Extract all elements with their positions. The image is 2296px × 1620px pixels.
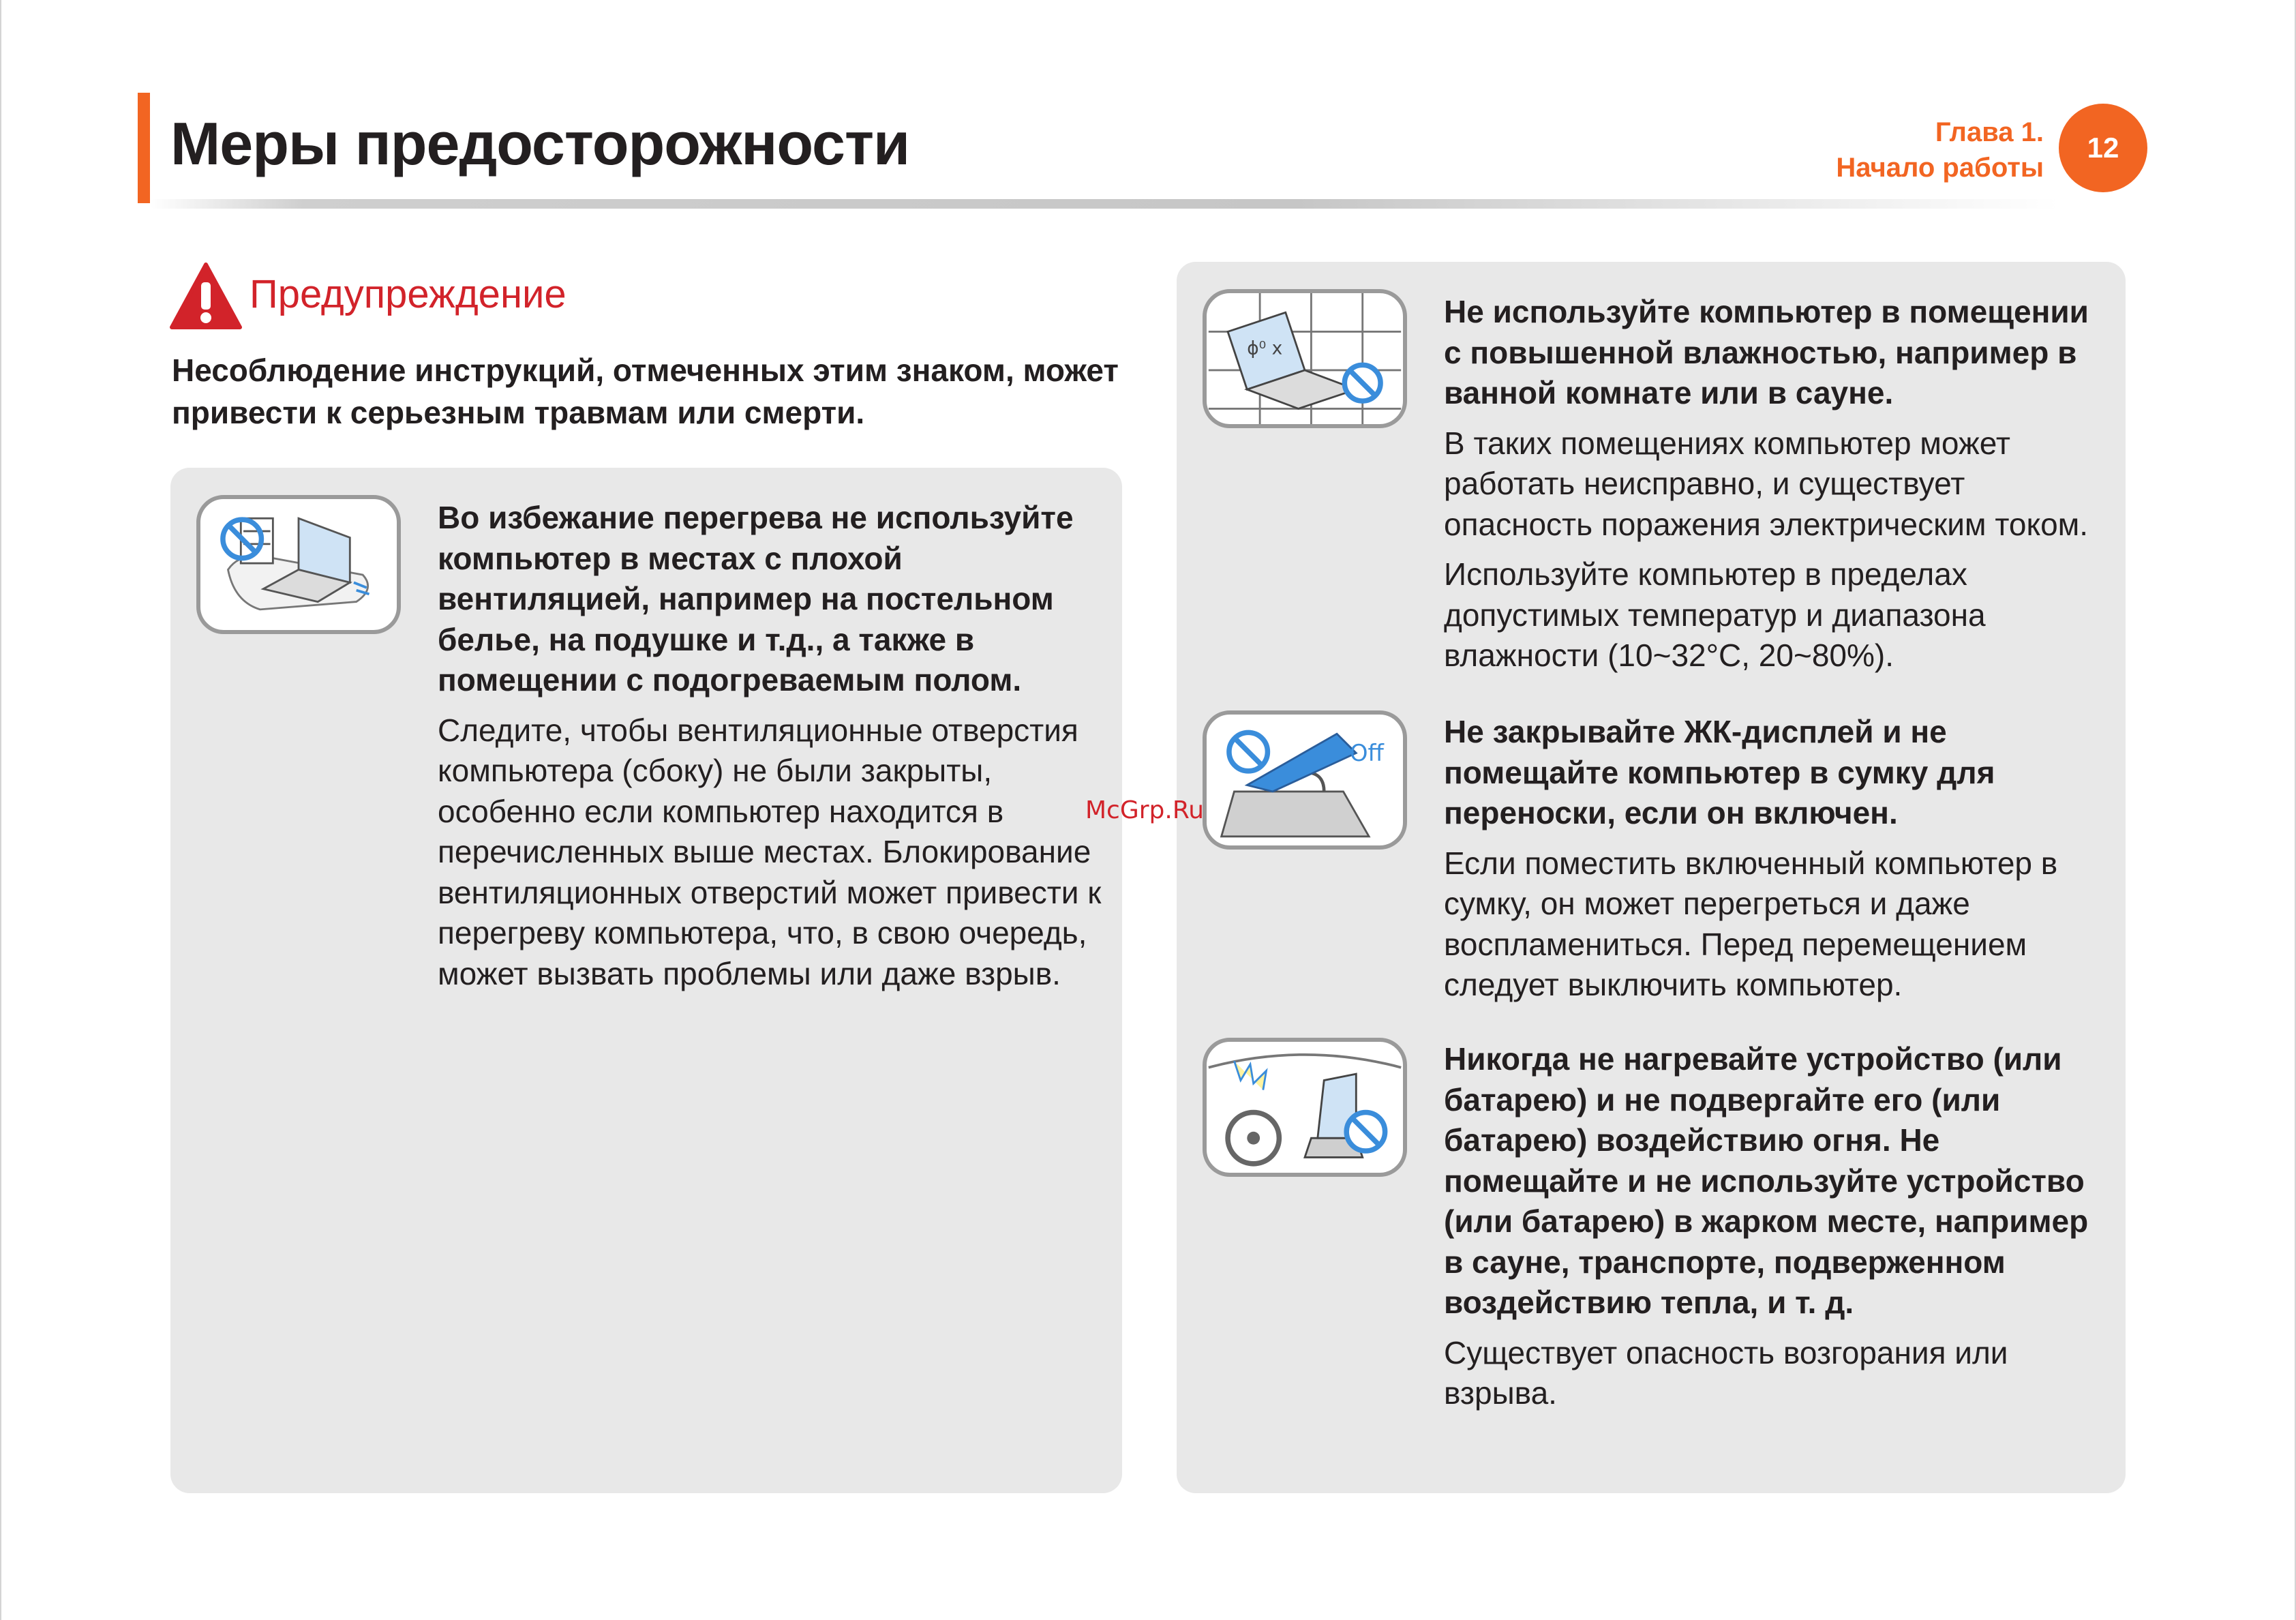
item-text: Существует опасность возгорания или взрыва. [1444,1334,2008,1411]
page-title: Меры предосторожности [170,110,910,177]
header-divider [150,199,2059,209]
item-heading: Не закрывайте ЖК-дисплей и не помещайте компьютер в сумку для переноски, если он включен. [1444,714,1995,830]
item-heading: Не используйте компьютер в помещении с повышенной влажностью, например в ванной комнате или в сауне. [1444,294,2089,410]
left-panel [170,468,1122,1493]
chapter-number: Глава 1. [1935,117,2044,147]
watermark-text: McGrp.Ru [1085,796,1205,824]
right-panel [1177,262,2126,1493]
warning-title: Предупреждение [250,272,567,316]
warning-item-bag [1444,712,2112,1006]
no-bag-while-on-icon [1203,710,1407,850]
item-text: Следите, чтобы вентиляционные отверстия компьютера (сбоку) не были закрыты, особенно если компьютер находится в перечисленных выше местах. Блокирование вентиляционных отверстий может привести к перегреву компьютера, что, в свою очередь, может вызвать проблемы или даже взрыв. [438,712,1102,991]
item-text: Если поместить включенный компьютер в сумку, он может перегреться и даже воспламениться. Перед перемещением следует выключить компьютер. [1444,845,2058,1002]
warning-item-ventilation [438,498,1106,994]
chapter-label [1836,115,2044,185]
warning-item-heat [1444,1039,2112,1414]
no-heat-car-laptop-icon [1203,1038,1407,1177]
item-text: Используйте компьютер в пределах допустимых температур и диапазона влажности (10~32°C, 20~80%). [1444,556,1986,673]
page-number-badge: 12 [2059,104,2147,192]
no-soft-surface-laptop-icon [196,495,401,634]
item-text: В таких помещениях компьютер может работать неисправно, и существует опасность поражения электрическим током. [1444,425,2089,542]
no-humid-room-laptop-icon [1203,289,1407,428]
page-edge-left [0,0,1,1620]
svg-text:Off: Off [1349,739,1384,766]
item-heading: Никогда не нагревайте устройство (или батарею) и не подвергайте его (или батарею) воздействию огня. Не помещайте и не используйте устройство (или батарею) в жарком месте, например в сауне, транспорте, подверженном воздействию тепла, и т. д. [1444,1041,2089,1320]
item-heading: Во избежание перегрева не используйте компьютер в местах с плохой вентиляцией, например на постельном белье, на подушке и т.д., а также в помещении с подогреваемым полом. [438,500,1074,698]
svg-text:ϕ⁰ x: ϕ⁰ x [1247,338,1283,359]
warning-description: Несоблюдение инструкций, отмеченных этим знаком, может привести к серьезным травмам или смерти. [172,352,1119,430]
title-accent-bar [138,93,150,203]
chapter-title: Начало работы [1836,153,2044,183]
warning-triangle-icon [169,262,243,330]
warning-item-humidity [1444,292,2112,676]
